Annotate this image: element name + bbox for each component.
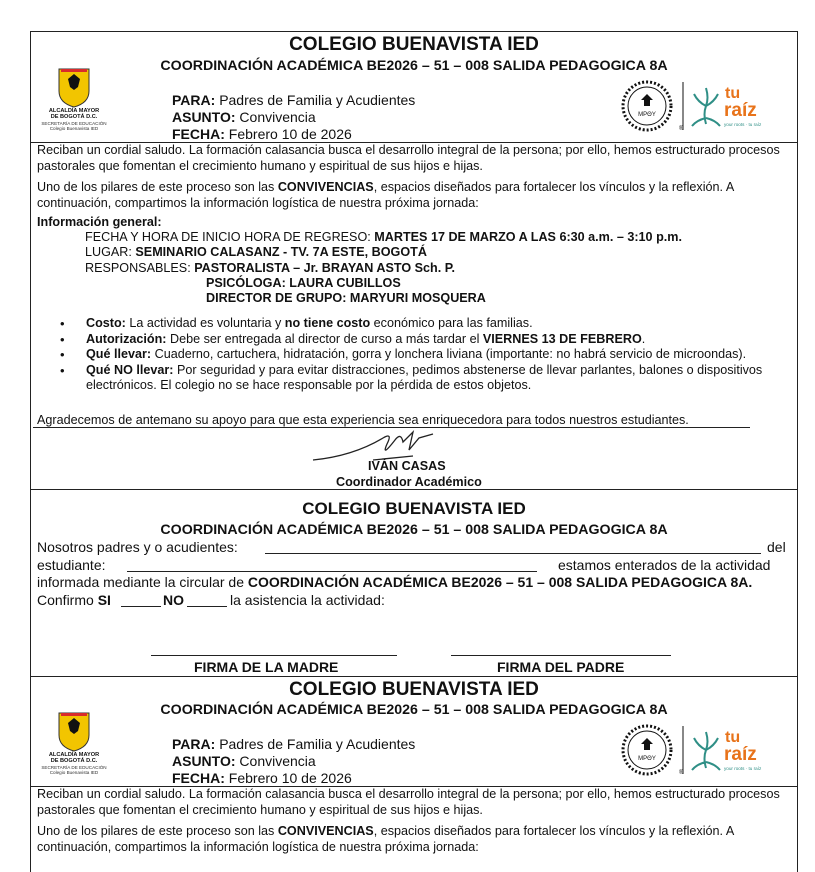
signer-role: Coordinador Académico [336, 475, 482, 489]
svg-text:MPΘY: MPΘY [638, 112, 656, 118]
copy-school-title: COLEGIO BUENAVISTA IED [289, 679, 539, 700]
confirm-text: la asistencia la actividad: [230, 592, 385, 608]
copy-bogota-logo [35, 710, 113, 776]
firma-madre-label: FIRMA DE LA MADRE [194, 659, 339, 675]
svg-text:tu: tu [725, 729, 741, 746]
si-field[interactable] [121, 592, 161, 607]
intro-paragraph: Reciban un cordial saludo. La formación calasancia busca el desarrollo integral de la persona; por ello, hemos estructurado procesos pastorales que fomentan el crecimiento humano y espiritual de sus hijos e hijas. [37, 143, 780, 173]
lugar-line: LUGAR: SEMINARIO CALASANZ - TV. 7A ESTE, BOGOTÁ [85, 245, 427, 259]
slip-line-1-end: del [767, 539, 786, 555]
fecha-line: FECHA: Febrero 10 de 2026 [172, 126, 352, 142]
slip-divider [31, 489, 797, 490]
logo-left-line3: SECRETARÍA DE EDUCACIÓN [41, 120, 107, 126]
fecha-hora-line: FECHA Y HORA DE INICIO HORA DE REGRESO: MARTES 17 DE MARZO A LAS 6:30 a.m. – 3:10 p.m. [85, 230, 682, 244]
copy-asunto-line: ASUNTO: Convivencia [172, 753, 316, 769]
slip-school-title: COLEGIO BUENAVISTA IED [302, 499, 526, 518]
no-label: NO [163, 592, 184, 608]
acudientes-field[interactable] [265, 539, 761, 554]
svg-text:MPΘY: MPΘY [638, 756, 656, 762]
thanks-line: Agradecemos de antemano su apoyo para que esta experiencia sea enriquecedora para todos nuestros estudiantes. [37, 413, 689, 427]
svg-text:tu: tu [725, 85, 741, 102]
logo-left-line1: ALCALDÍA MAYOR [48, 108, 100, 114]
svg-text:raíz: raíz [724, 100, 757, 121]
svg-text:®: ® [679, 126, 684, 132]
copy-turaiz-logo [621, 722, 793, 778]
copy-fecha-line: FECHA: Febrero 10 de 2026 [172, 770, 352, 786]
no-field[interactable] [187, 592, 227, 607]
slip-line-1: Nosotros padres y o acudientes: [37, 539, 238, 555]
estudiante-field[interactable] [127, 557, 537, 572]
piarist-seal-icon [621, 722, 793, 778]
confirm-line: Confirmo SI [37, 592, 111, 608]
turaiz-logo [621, 78, 793, 134]
piarist-seal-icon [621, 78, 793, 134]
pillar-paragraph: Uno de los pilares de este proceso son las CONVIVENCIAS, espacios diseñados para fortalecer los vínculos y la reflexión. A continuación, compartimos la información logística de nuestra próxima jornada: [37, 180, 734, 210]
signer-name: IVÁN CASAS [368, 459, 446, 473]
asunto-line: ASUNTO: Convivencia [172, 109, 316, 125]
slip-line-2-end: estamos enterados de la actividad [558, 557, 771, 573]
coordination-title: COORDINACIÓN ACADÉMICA BE2026 – 51 – 008 SALIDA PEDAGOGICA 8A [160, 58, 668, 74]
logo-left-line4: Colegio Buenavista IED [49, 126, 99, 132]
list-item: • Costo: La actividad es voluntaria y no tiene costo económico para las familias. [31, 316, 791, 332]
second-copy-divider [31, 676, 797, 677]
slip-line-2: estudiante: [37, 557, 106, 573]
copy-pillar-paragraph: Uno de los pilares de este proceso son las CONVIVENCIAS, espacios diseñados para fortalecer los vínculos y la reflexión. A continuación, compartimos la información logística de nuestra próxima jornada: [37, 824, 734, 854]
madre-signature-line[interactable] [151, 655, 397, 656]
info-heading: Información general: [37, 215, 162, 229]
slip-coordination-title: COORDINACIÓN ACADÉMICA BE2026 – 51 – 008 SALIDA PEDAGOGICA 8A [160, 522, 668, 538]
copy-logo-left-line3: SECRETARÍA DE EDUCACIÓN [41, 764, 107, 770]
slip-line-3: informada mediante la circular de COORDINACIÓN ACADÉMICA BE2026 – 51 – 008 SALIDA PEDAGOGICA 8A. [37, 574, 753, 590]
list-item: • Autorización: Debe ser entregada al director de curso a más tardar el VIERNES 13 DE FEBRERO. [31, 332, 791, 348]
copy-logo-left-line4: Colegio Buenavista IED [49, 770, 99, 776]
school-title: COLEGIO BUENAVISTA IED [289, 34, 539, 55]
copy-para-line: PARA: Padres de Familia y Acudientes [172, 736, 416, 752]
responsable-director: DIRECTOR DE GRUPO: MARYURI MOSQUERA [206, 291, 486, 305]
responsables-line: RESPONSABLES: PASTORALISTA – Jr. BRAYAN ASTO Sch. P. [85, 261, 455, 275]
list-item: • Qué llevar: Cuaderno, cartuchera, hidratación, gorra y lonchera liviana (importante: no habrá servicio de microondas). [31, 347, 791, 363]
copy-intro-paragraph: Reciban un cordial saludo. La formación calasancia busca el desarrollo integral de la persona; por ello, hemos estructurado procesos pastorales que fomentan el crecimiento humano y espiritual de sus hijos e hijas. [37, 787, 780, 817]
svg-text:raíz: raíz [724, 744, 757, 765]
firma-padre-label: FIRMA DEL PADRE [497, 659, 625, 675]
svg-text:your roots · tu raíz: your roots · tu raíz [724, 122, 762, 127]
bogota-logo [35, 66, 113, 132]
requirements-list [31, 316, 791, 394]
responsable-psicologa: PSICÓLOGA: LAURA CUBILLOS [206, 276, 401, 290]
copy-coordination-title: COORDINACIÓN ACADÉMICA BE2026 – 51 – 008 SALIDA PEDAGOGICA 8A [160, 702, 668, 718]
copy-logo-left-line1: ALCALDÍA MAYOR [48, 752, 100, 758]
bogota-coat-of-arms-icon [35, 710, 113, 752]
para-line: PARA: Padres de Familia y Acudientes [172, 92, 416, 108]
svg-text:®: ® [679, 770, 684, 776]
padre-signature-line[interactable] [451, 655, 671, 656]
list-item: • Qué NO llevar: Por seguridad y para evitar distracciones, pedimos abstenerse de llevar parlantes, balones o dispositivos electrónicos. El colegio no se hace responsable por la pérdida de estos objetos. [31, 363, 791, 394]
logo-left-line2: DE BOGOTÁ D.C. [50, 114, 98, 121]
bogota-coat-of-arms-icon [35, 66, 113, 108]
svg-text:your roots · tu raíz: your roots · tu raíz [724, 766, 762, 771]
circular-sheet [30, 31, 798, 872]
copy-logo-left-line2: DE BOGOTÁ D.C. [50, 758, 98, 765]
